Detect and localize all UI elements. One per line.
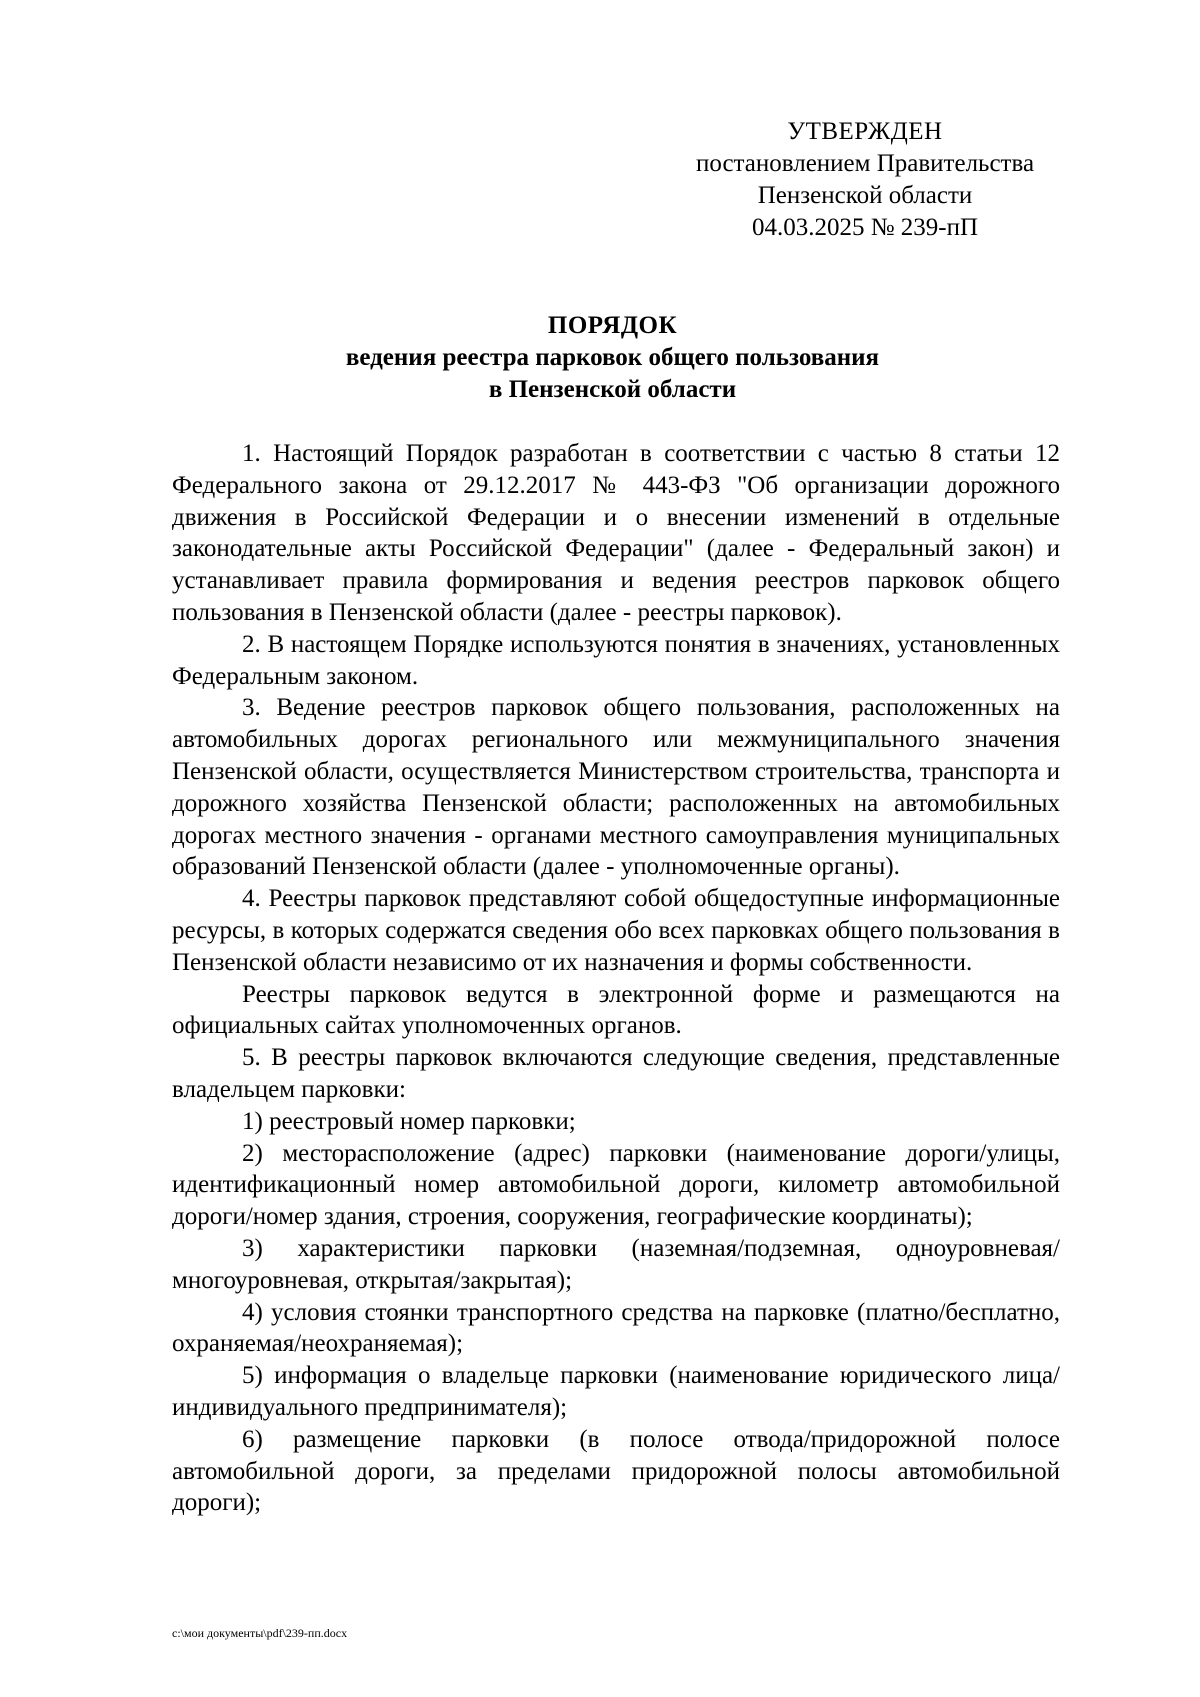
document-subtitle-line2: в Пензенской области [488, 376, 737, 403]
paragraph-1: 1. Настоящий Порядок разработан в соответствии с частью 8 статьи 12 Федерального закона от 29.12.2017 № 443-ФЗ "Об организации дорожного движения в Российской Федерации и о внесении изменений в отдельные законодательные акты Российской Федерации" (далее - Федеральный закон) и устанавливает правила формирования и ведения реестров парковок общего пользования в Пензенской области (далее - реестры парковок). [172, 440, 1060, 626]
approval-block [690, 116, 1040, 244]
approval-line-date-number: 04.03.2025 № 239-пП [751, 214, 979, 241]
list-item-4: 4) условия стоянки транспортного средства на парковке (платно/бесплатно, охраняемая/неохраняемая); [172, 1298, 1060, 1358]
list-item-6: 6) размещение парковки (в полосе отвода/придорожной полосе автомобильной дороги, за пределами придорожной полосы автомобильной дороги); [172, 1425, 1060, 1517]
approval-line-resolution: постановлением Правительства [695, 150, 1035, 177]
list-item-2: 2) месторасположение (адрес) парковки (наименование дороги/улицы, идентификационный номер автомобильной дороги, километр автомобильной дороги/номер здания, строения, сооружения, географические координаты); [172, 1139, 1060, 1231]
document-title: ПОРЯДОК [547, 312, 678, 339]
list-item-5: 5) информация о владельце парковки (наименование юридического лица/ индивидуального предпринимателя); [172, 1362, 1060, 1421]
paragraph-4: 4. Реестры парковок представляют собой общедоступные информационные ресурсы, в которых содержатся сведения обо всех парковках общего пользования в Пензенской области независимо от их назначения и формы собственности. [172, 885, 1060, 976]
approval-heading: УТВЕРЖДЕН [787, 118, 943, 145]
document-subtitle-line1: ведения реестра парковок общего пользования [345, 344, 880, 371]
paragraph-3: 3. Ведение реестров парковок общего пользования, расположенных на автомобильных дорогах регионального или межмуниципального значения Пензенской области, осуществляется Министерством строительства, транспорта и дорожного хозяйства Пензенской области; расположенных на автомобильных дорогах местного значения - органами местного самоуправления муниципальных образований Пензенской области (далее - уполномоченные органы). [172, 694, 1060, 881]
list-item-1: 1) реестровый номер парковки; [242, 1107, 576, 1135]
file-path-footer: c:\мои документы\pdf\239-пп.docx [172, 1626, 348, 1640]
document-body [172, 438, 1060, 1519]
paragraph-2: 2. В настоящем Порядке используются понятия в значениях, установленных Федеральным законом. [172, 630, 1060, 690]
paragraph-5: 5. В реестры парковок включаются следующие сведения, представленные владельцем парковки: [172, 1044, 1060, 1103]
document-title-block [160, 310, 1065, 406]
approval-line-region: Пензенской области [757, 182, 973, 209]
list-item-3: 3) характеристики парковки (наземная/подземная, одноуровневая/ многоуровневая, открытая/закрытая); [172, 1234, 1060, 1294]
paragraph-4-continued: Реестры парковок ведутся в электронной форме и размещаются на официальных сайтах уполномоченных органов. [172, 980, 1060, 1040]
